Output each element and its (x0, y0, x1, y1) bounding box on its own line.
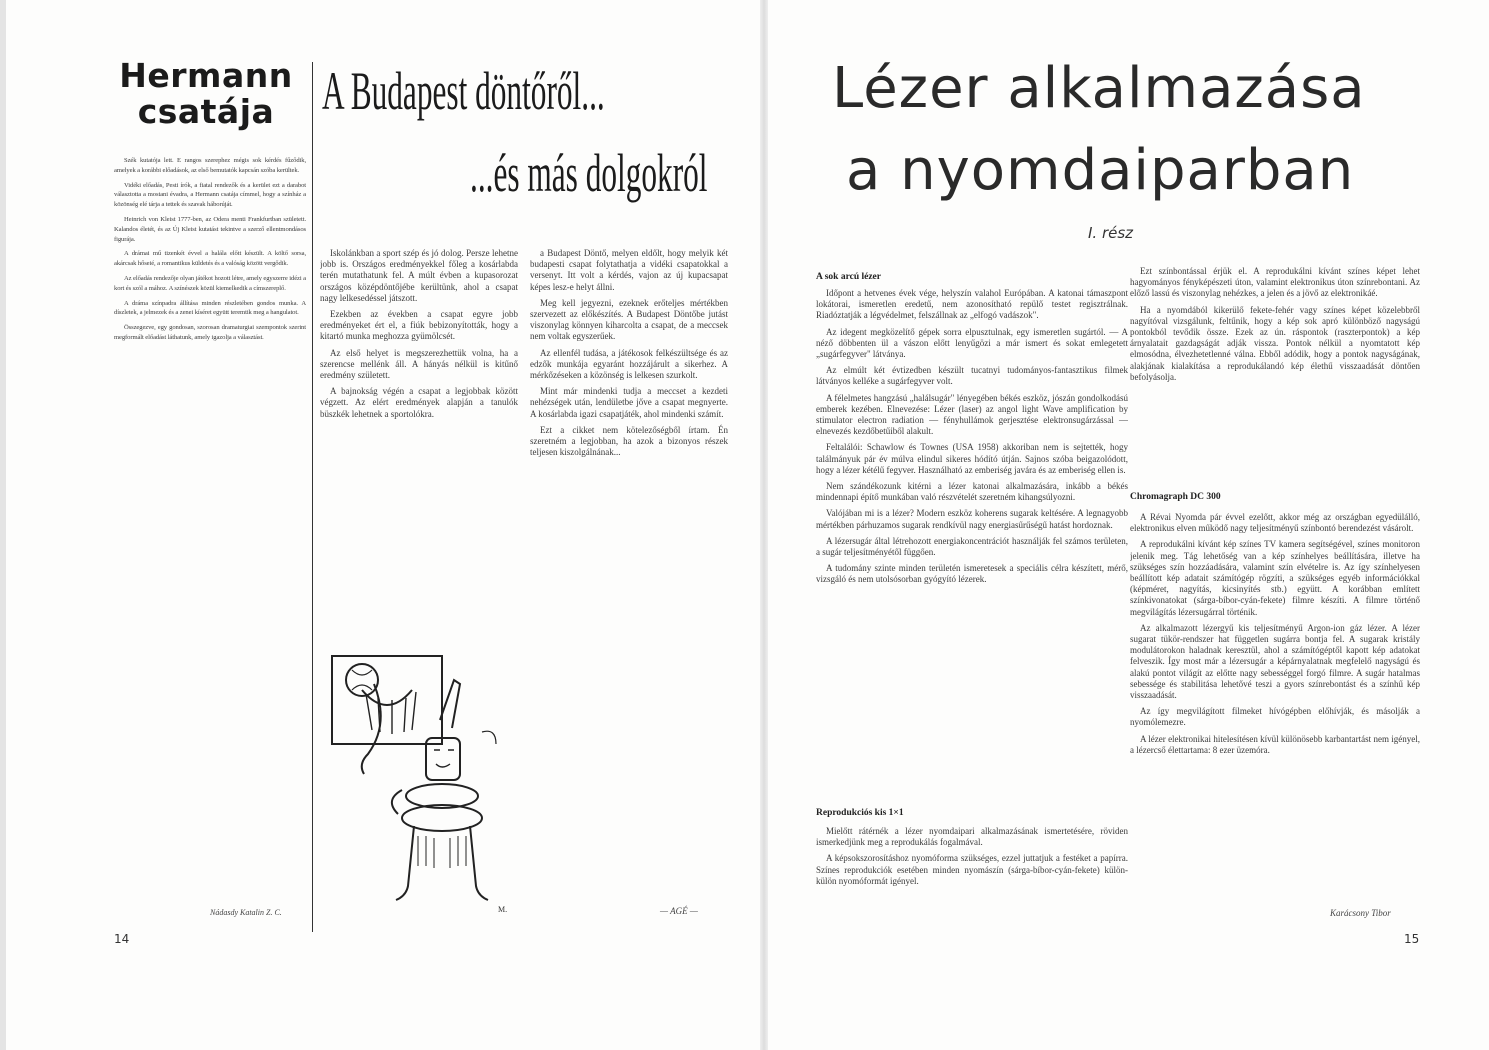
laser-article-column-3 (1130, 266, 1420, 472)
budapest-headline-line2: ...és más dolgokról (470, 143, 708, 203)
budapest-article-column-2 (530, 248, 728, 908)
paragraph: Feltalálói: Schawlow és Townes (USA 1958) akkoriban nem is sejtették, hogy találmányuk pár év múlva elindul sikeres hódító útján. Sajnos szóba beigazolódott, hogy a lézer kétélű fegyver. Használható az emberiség javára és az emberiség ellen is. (816, 442, 1128, 475)
page-number-left: 14 (114, 932, 130, 946)
laser-headline-line1: Lézer alkalmazása (832, 56, 1366, 121)
budapest-signature: — AGÉ — (660, 906, 698, 916)
subhead-reproduction: Reprodukciós kis 1×1 (816, 808, 904, 818)
basketball-cartoon-illustration (322, 650, 522, 920)
paragraph: Meg kell jegyezni, ezeknek erőteljes mértékben szervezett az előkészítés. A Budapest Döntőbe jutást viszonylag könnyen kiharcolta a csapat, de a meccsek nem voltak egyszerűek. (530, 297, 728, 342)
paragraph: Ha a nyomdából kikerülő fekete-fehér vagy színes képet közelebbről nagyítóval vizsgálunk, feltűnik, hogy a kép sok apró különböző nagyságú pontokból tevődik össze. Ezek az ún. ráspontok (raszterpontok) a kép árnyalatait gazdagságát adják vissza. Pontok nélkül a nyomtatott kép elmosódna, élvezhetetlenné válna. Ebből adódik, hogy a pontok nagyságának, alakjának kialakítása a reprodukálandó kép élethű visszaadását döntően befolyásolja. (1130, 304, 1420, 382)
paragraph: A bajnokság végén a csapat a legjobbak között végzett. Az elért eredmények alapján a tanulók büszkék lehetnek a sportolókra. (320, 386, 518, 419)
paragraph: Ezekben az években a csapat egyre jobb eredményeket ért el, a fiúk bebizonyították, hogy a kitartó munka meghozza gyümölcsét. (320, 309, 518, 342)
laser-headline-line2: a nyomdaiparban (846, 138, 1355, 203)
paragraph: Nem szándékozunk kitérni a lézer katonai alkalmazására, inkább a békés mindennapi építő munkában való részvételét szeretném kihangsúlyozni. (816, 481, 1128, 503)
hermann-headline-line1: Hermann (119, 56, 293, 95)
paragraph: Ezt a cikket nem kötelezőségből írtam. Én szeretném a legjobban, ha azok a bizonyos részek teljesen kiszolgálnának... (530, 424, 728, 458)
paragraph: A reprodukálni kívánt kép színes TV kamera segítségével, színes monitoron jelenik meg. Tág lehetőség van a kép színhelyes beállítására, illetve ha szükséges szín hozzáadására, valamint szín elvételre is. Az így színhelyesen beállított kép adatait számítógép rögzíti, a szükséges egyéb információkkal (képméret, nagyítás, kicsinyítés stb.) együtt. A korábban említett színkivonatokat (sárga-bíbor-cyán-fekete) filmre készíti. A filmre történő megvilágítás lézersugárral történik. (1130, 539, 1420, 617)
paragraph: Heinrich von Kleist 1777-ben, az Odera menti Frankfurtban született. Kalandos életét, és az Új Kleist kutatást tekintve a szerző ellentmondásos figurája. (114, 215, 306, 243)
budapest-headline-line1: A Budapest döntőről... (322, 61, 605, 121)
paragraph: Mint már mindenki tudja a meccset a kezdeti nehézségek után, lendületbe jőve a csapat megnyerte. A kosárlabda igazi csapatjáték, ahol mindenki számít. (530, 386, 728, 419)
illustration-initials: M. (498, 905, 508, 914)
paragraph: Ezt színbontással érjük el. A reprodukálni kívánt színes képet lehet hagyományos fényképészeti úton, valamint elektronikus úton színrebontani. Az előző lassú és viszonylag nehézkes, a jelen és a jövő az elektronikáé. (1130, 266, 1420, 299)
laser-article-column-1 (816, 288, 1128, 788)
book-gutter (760, 0, 768, 1050)
paragraph: A dráma színpadra állítása minden részletében gondos munka. A díszletek, a jelmezek és a zenei kíséret együtt teremtik meg a hangulatot. (114, 299, 306, 317)
hermann-article-column (114, 156, 306, 916)
scan-edge (0, 0, 6, 1050)
paragraph: Az alkalmazott lézergyű kis teljesítményű Argon-ion gáz lézer. A lézer sugarat tükör-rendszer hat független sugárra bontja fel. A sugarak kristály modulátorokon haladnak keresztül, ahol a számítógéptől kapott kép adatokat felveszik. Így most már a lézersugár a képárnyalatnak megfelelő nagyságú és alakú pontot világít az előtte nagy sebességgel forgó filmre. A sugár hatalmas sebessége és stabilitása lehetővé teszi a gyors színrebontást és a színhű kép visszaadását. (1130, 622, 1420, 701)
subhead-laser: A sok arcú lézer (816, 272, 881, 282)
hermann-signature: Nádasdy Katalin Z. C. (210, 908, 282, 917)
laser-article-column-2 (816, 826, 1128, 918)
paragraph: A tudomány szinte minden területén ismeretesek a speciális célra készített, mérő, vizsgáló és nem utolsósorban gyógyító lézerek. (816, 563, 1128, 585)
paragraph: Összegezve, egy gondosan, szorosan dramaturgiai szempontok szerint megformált előadást láthatunk, amely igazolja a választást. (114, 324, 306, 341)
paragraph: A félelmetes hangzású „halálsugár" lényegében békés eszköz, jószán gondolkodású emberek kezében. Elnevezése: Lézer (laser) az angol light Wave amplification by stimulator electron radiation — fényhullámok gerjesztése elektronsugárzással — elnevezés kezdőbetűiből alakult. (816, 392, 1128, 437)
paragraph: Az előadás rendezője olyan játékot hozott létre, amely egyszerre idézi a kort és szól a mához. A színészek közül kiemelkedik a címszereplő. (114, 274, 306, 292)
hermann-headline (112, 58, 300, 130)
paragraph: Az ellenfél tudása, a játékosok felkészültsége és az edzők munkája egyaránt hozzájárult a sikerhez. A mérkőzéseken a közönség is lelkesen szurkolt. (530, 347, 728, 381)
subhead-chromagraph: Chromagraph DC 300 (1130, 492, 1221, 502)
column-divider (312, 62, 313, 932)
paragraph: Az idegent megközelítő gépek sorra elpusztulnak, egy ismeretlen sugártól. — A néző döbbenten ül a vászon előtt lenyűgözi a már ismert és sokat emlegetett „sugárfegyver" látványa. (816, 326, 1128, 360)
paragraph: Az így megvilágított filmeket hívógépben előhívják, és másolják a nyomólemezre. (1130, 706, 1420, 728)
paragraph: Mielőtt rátérnék a lézer nyomdaipari alkalmazásának ismertetésére, röviden ismerkedjünk meg a reprodukálás fogalmával. (816, 826, 1128, 848)
hermann-headline-line2: csatája (137, 92, 275, 131)
paragraph: Iskolánkban a sport szép és jó dolog. Persze lehetne jobb is. Országos eredményekkel főleg a kosárlabda terén mutathatunk fel. A múlt évben a kupasorozat országos középdöntőjébe kerültünk, ahol a csapat nagy lelkesedéssel játszott. (320, 248, 518, 303)
paragraph: A Révai Nyomda pár évvel ezelőtt, akkor még az országban egyedülálló, elektronikus elven működő nagy teljesítményű színbontó berendezést vásárolt. (1130, 512, 1420, 534)
paragraph: Valójában mi is a lézer? Modern eszköz koherens sugarak keltésére. A legnagyobb mértékben párhuzamos sugarak rendkívül nagy energiasűrűségű hatást hordoznak. (816, 508, 1128, 530)
paragraph: A képsokszorosításhoz nyomóforma szükséges, ezzel juttatjuk a festéket a papírra. Színes reprodukciók esetében minden nyomászín (sárga-bíbor-cyán-fekete) külön-külön nyomóformát igényel. (816, 853, 1128, 886)
paragraph: Vidéki előadás, Pesti írók, a fiatal rendezők és a kerület ezt a darabot választotta a mostani évadra, a Hermann csatája címmel, hogy a színház a közönség elé tárja a tettek és szavak háborúját. (114, 181, 306, 209)
budapest-article-column-1 (320, 248, 518, 643)
paragraph: Időpont a hetvenes évek vége, helyszín valahol Európában. A katonai támaszpont lokátorai, ismeretlen eredetű, nem azonosítható repülő testet regisztrálnak. Riadóztatják a légvédelmet, felszállnak az „elfogó vadászok". (816, 288, 1128, 321)
laser-signature: Karácsony Tibor (1330, 908, 1391, 918)
paragraph: A drámai mű tizenkét évvel a halála előtt készült. A költő sorsa, akárcsak hőseié, a romantikus küldetés és a valóság között vergődik. (114, 250, 306, 268)
paragraph: A lézer elektronikai hitelesítésen kívül különösebb karbantartást nem igényel, a lézercső élettartama: 8 ezer üzemóra. (1130, 733, 1420, 755)
part-label: I. rész (1088, 224, 1134, 242)
paragraph: a Budapest Döntő, melyen eldőlt, hogy melyik két budapesti csapat folytathatja a vidéki csapatokkal a versenyt. Itt volt a kérdés, vajon az új kupacsapat képes lesz-e helyt állni. (530, 248, 728, 292)
paragraph: Szék kutatója lett. E rangos szerephez mégis sok kérdés fűződik, amelyek a korábbi előadások, az első bemutatók kapcsán szóba kerültek. (114, 157, 306, 174)
laser-article-column-4 (1130, 512, 1420, 906)
paragraph: A lézersugár által létrehozott energiakoncentrációt használják fel számos területen, a sugár teljesítményétől függően. (816, 535, 1128, 558)
paragraph: Az első helyet is megszerezhettük volna, ha a szerencse mellénk áll. A hányás nélkül is kitűnő eredmény született. (320, 347, 518, 381)
paragraph: Az elmúlt két évtizedben készült tucatnyi tudományos-fantasztikus filmek látványos kelléke a sugárfegyver volt. (816, 365, 1128, 387)
page-number-right: 15 (1404, 932, 1420, 946)
